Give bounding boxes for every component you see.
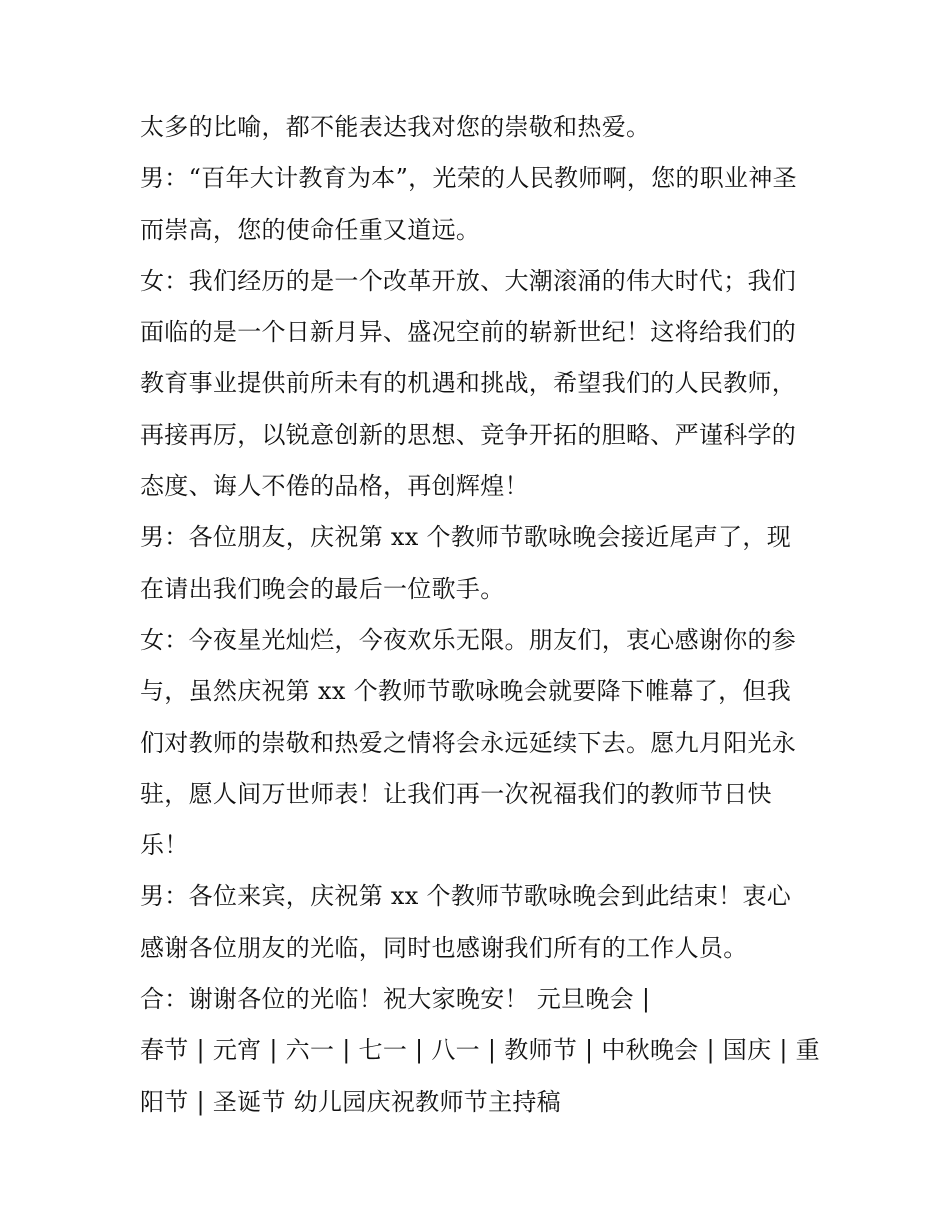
text-line: 而崇高，您的使命任重又道远。 (140, 215, 481, 244)
text-line: 在请出我们晚会的最后一位歌手。 (140, 574, 505, 603)
text-line: 男：各位来宾，庆祝第 xx 个教师节歌咏晚会到此结束！衷心 (140, 882, 792, 911)
text-line: 女：今夜星光灿烂，今夜欢乐无限。朋友们，衷心感谢你的参 (140, 625, 797, 654)
text-line: 春节 | 元宵 | 六一 | 七一 | 八一 | 教师节 | 中秋晚会 | 国庆 | 重 (140, 1036, 820, 1065)
text-line: 再接再厉，以锐意创新的思想、竞争开拓的胆略、严谨科学的 (140, 420, 797, 449)
text-line: 感谢各位朋友的光临，同时也感谢我们所有的工作人员。 (140, 933, 748, 962)
text-line: 太多的比喻，都不能表达我对您的崇敬和热爱。 (140, 113, 651, 141)
text-line: 态度、诲人不倦的品格，再创辉煌！ (140, 472, 529, 501)
text-line: 男：各位朋友，庆祝第 xx 个教师节歌咏晚会接近尾声了，现 (140, 523, 792, 552)
document-body (140, 102, 820, 1128)
text-line: 女：我们经历的是一个改革开放、大潮滚涌的伟大时代；我们 (140, 266, 797, 295)
text-line: 与，虽然庆祝第 xx 个教师节歌咏晚会就要降下帷幕了，但我 (140, 677, 792, 706)
text-line: 们对教师的崇敬和热爱之情将会永远延续下去。愿九月阳光永 (140, 728, 797, 757)
text-line: 合：谢谢各位的光临！祝大家晚安！ 元旦晚会 | (140, 985, 651, 1014)
text-line: 驻，愿人间万世师表！让我们再一次祝福我们的教师节日快 (140, 779, 772, 808)
text-line: 乐！ (140, 831, 189, 860)
text-line: 阳节 | 圣诞节 幼儿园庆祝教师节主持稿 (140, 1087, 561, 1116)
text-line: 面临的是一个日新月异、盛况空前的崭新世纪！这将给我们的 (140, 318, 797, 347)
text-line: 教育事业提供前所未有的机遇和挑战，希望我们的人民教师， (140, 369, 797, 398)
text-line: 男：“百年大计教育为本”，光荣的人民教师啊，您的职业神圣 (140, 164, 797, 193)
